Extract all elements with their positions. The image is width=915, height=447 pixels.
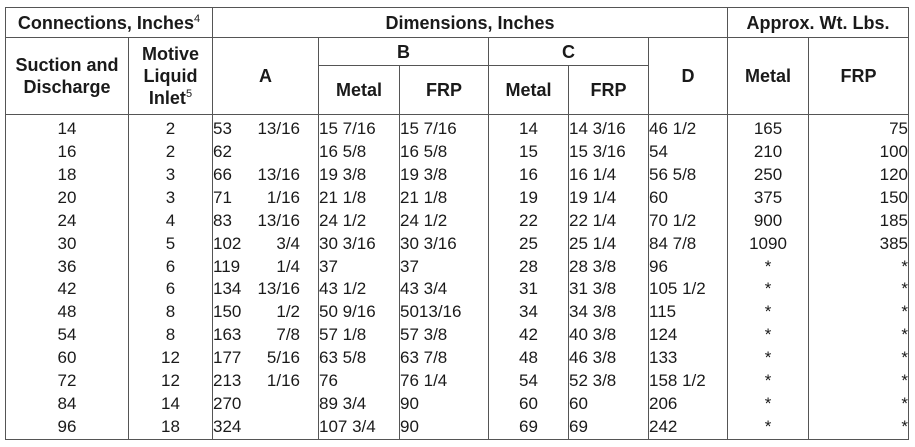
- dimension-d-cell: 54: [649, 140, 728, 163]
- b-metal-cell: 19 3/8: [319, 163, 400, 186]
- dimension-b-header: B: [319, 38, 489, 66]
- dimension-a-cell: [213, 324, 319, 347]
- dimension-d-cell: 242: [649, 416, 728, 440]
- c-metal-cell: 15: [489, 140, 569, 163]
- dimension-a-whole: 119: [213, 256, 241, 276]
- weight-metal-header: Metal: [728, 38, 809, 115]
- weight-frp-cell: *: [809, 255, 909, 278]
- weight-frp-header: FRP: [809, 38, 909, 115]
- b-metal-cell: 76: [319, 370, 400, 393]
- suction-cell: 48: [6, 301, 129, 324]
- table-row: [6, 140, 909, 163]
- c-metal-cell: 22: [489, 209, 569, 232]
- weight-header: Approx. Wt. Lbs.: [728, 8, 909, 38]
- b-metal-cell: 30 3/16: [319, 232, 400, 255]
- suction-discharge-header: Suction and Discharge: [6, 38, 129, 115]
- motive-cell: 6: [129, 255, 213, 278]
- suction-cell: 84: [6, 393, 129, 416]
- weight-frp-cell: *: [809, 393, 909, 416]
- dimension-d-cell: 105 1/2: [649, 278, 728, 301]
- b-metal-cell: 107 3/4: [319, 416, 400, 440]
- c-metal-cell: 28: [489, 255, 569, 278]
- weight-metal-cell: *: [728, 393, 809, 416]
- b-metal-cell: 89 3/4: [319, 393, 400, 416]
- table-row: [6, 347, 909, 370]
- dimensions-table: [5, 7, 909, 440]
- dimension-a-cell: [213, 140, 319, 163]
- weight-frp-cell: 150: [809, 186, 909, 209]
- weight-metal-cell: 375: [728, 186, 809, 209]
- c-frp-cell: 31 3/8: [569, 278, 649, 301]
- c-frp-cell: 34 3/8: [569, 301, 649, 324]
- motive-cell: 4: [129, 209, 213, 232]
- weight-metal-cell: *: [728, 324, 809, 347]
- suction-cell: 60: [6, 347, 129, 370]
- motive-cell: 5: [129, 232, 213, 255]
- b-metal-header: Metal: [319, 66, 400, 115]
- b-frp-cell: 30 3/16: [400, 232, 489, 255]
- dimension-a-cell: [213, 370, 319, 393]
- b-frp-cell: 5013/16: [400, 301, 489, 324]
- dimension-d-cell: 115: [649, 301, 728, 324]
- b-frp-cell: 57 3/8: [400, 324, 489, 347]
- weight-metal-cell: *: [728, 278, 809, 301]
- dimension-a-whole: 270: [213, 394, 242, 414]
- dimension-a-fraction: 1/2: [276, 302, 300, 322]
- dimension-d-cell: 46 1/2: [649, 115, 728, 141]
- dimension-a-cell: [213, 186, 319, 209]
- table-row: [6, 115, 909, 141]
- b-frp-cell: 90: [400, 416, 489, 440]
- dimension-d-cell: 158 1/2: [649, 370, 728, 393]
- b-metal-cell: 15 7/16: [319, 115, 400, 141]
- dimension-a-whole: 102: [213, 233, 242, 253]
- weight-frp-cell: 100: [809, 140, 909, 163]
- weight-metal-cell: *: [728, 347, 809, 370]
- b-frp-cell: 19 3/8: [400, 163, 489, 186]
- dimension-a-whole: 83: [213, 210, 232, 230]
- weight-metal-cell: *: [728, 370, 809, 393]
- dimension-a-cell: [213, 393, 319, 416]
- c-frp-cell: 14 3/16: [569, 115, 649, 141]
- suction-cell: 30: [6, 232, 129, 255]
- suction-cell: 18: [6, 163, 129, 186]
- dimension-d-cell: 96: [649, 255, 728, 278]
- weight-metal-cell: 250: [728, 163, 809, 186]
- dimension-d-header: D: [649, 38, 728, 115]
- c-metal-cell: 34: [489, 301, 569, 324]
- c-metal-header: Metal: [489, 66, 569, 115]
- c-metal-cell: 19: [489, 186, 569, 209]
- table-row: [6, 393, 909, 416]
- dimension-a-fraction: 13/16: [257, 210, 300, 230]
- dimension-a-whole: 53: [213, 118, 232, 138]
- c-frp-cell: 15 3/16: [569, 140, 649, 163]
- motive-cell: 12: [129, 370, 213, 393]
- weight-metal-cell: 165: [728, 115, 809, 141]
- c-metal-cell: 48: [489, 347, 569, 370]
- weight-metal-cell: 210: [728, 140, 809, 163]
- motive-cell: 18: [129, 416, 213, 440]
- dimension-a-cell: [213, 115, 319, 141]
- weight-frp-cell: 385: [809, 232, 909, 255]
- dimension-a-cell: [213, 163, 319, 186]
- c-frp-cell: 52 3/8: [569, 370, 649, 393]
- c-frp-cell: 46 3/8: [569, 347, 649, 370]
- b-frp-cell: 16 5/8: [400, 140, 489, 163]
- weight-frp-cell: *: [809, 370, 909, 393]
- b-frp-cell: 43 3/4: [400, 278, 489, 301]
- dimension-d-cell: 84 7/8: [649, 232, 728, 255]
- weight-frp-cell: *: [809, 301, 909, 324]
- weight-frp-cell: 120: [809, 163, 909, 186]
- suction-cell: 16: [6, 140, 129, 163]
- table-row: [6, 163, 909, 186]
- dimension-a-whole: 213: [213, 371, 242, 391]
- table-row: [6, 370, 909, 393]
- b-frp-cell: 24 1/2: [400, 209, 489, 232]
- b-frp-cell: 90: [400, 393, 489, 416]
- table-row: [6, 209, 909, 232]
- c-frp-cell: 16 1/4: [569, 163, 649, 186]
- suction-cell: 36: [6, 255, 129, 278]
- b-frp-cell: 21 1/8: [400, 186, 489, 209]
- dimension-a-whole: 66: [213, 164, 232, 184]
- suction-cell: 24: [6, 209, 129, 232]
- weight-frp-cell: 75: [809, 115, 909, 141]
- c-metal-cell: 69: [489, 416, 569, 440]
- c-frp-cell: 60: [569, 393, 649, 416]
- connections-header-label: Connections, Inches: [17, 12, 194, 33]
- dimension-a-cell: [213, 347, 319, 370]
- table-row: [6, 324, 909, 347]
- suction-cell: 72: [6, 370, 129, 393]
- c-metal-cell: 14: [489, 115, 569, 141]
- table-row: [6, 232, 909, 255]
- suction-cell: 42: [6, 278, 129, 301]
- weight-metal-cell: 900: [728, 209, 809, 232]
- dimension-a-whole: 150: [213, 302, 242, 322]
- dimension-c-header: C: [489, 38, 649, 66]
- b-metal-cell: 16 5/8: [319, 140, 400, 163]
- b-metal-cell: 37: [319, 255, 400, 278]
- weight-frp-cell: *: [809, 324, 909, 347]
- dimension-d-cell: 124: [649, 324, 728, 347]
- b-metal-cell: 57 1/8: [319, 324, 400, 347]
- suction-cell: 54: [6, 324, 129, 347]
- motive-cell: 14: [129, 393, 213, 416]
- c-metal-cell: 60: [489, 393, 569, 416]
- weight-frp-cell: *: [809, 278, 909, 301]
- dimension-a-whole: 71: [213, 187, 232, 207]
- dimension-d-cell: 56 5/8: [649, 163, 728, 186]
- dimension-a-whole: 134: [213, 279, 242, 299]
- table-row: [6, 416, 909, 440]
- table-row: [6, 255, 909, 278]
- dimension-a-fraction: 1/16: [266, 187, 300, 207]
- c-frp-cell: 69: [569, 416, 649, 440]
- weight-metal-cell: *: [728, 301, 809, 324]
- c-frp-cell: 19 1/4: [569, 186, 649, 209]
- table-row: [6, 301, 909, 324]
- suction-cell: 14: [6, 115, 129, 141]
- b-metal-cell: 21 1/8: [319, 186, 400, 209]
- b-frp-cell: 15 7/16: [400, 115, 489, 141]
- dimension-a-fraction: 3/4: [276, 233, 300, 253]
- b-frp-cell: 37: [400, 255, 489, 278]
- dimension-a-whole: 177: [213, 348, 242, 368]
- motive-cell: 3: [129, 186, 213, 209]
- dimension-d-cell: 206: [649, 393, 728, 416]
- b-frp-cell: 63 7/8: [400, 347, 489, 370]
- dimension-a-cell: [213, 278, 319, 301]
- motive-liquid-header: [129, 38, 213, 115]
- table-body: [6, 115, 909, 440]
- b-metal-cell: 24 1/2: [319, 209, 400, 232]
- c-metal-cell: 42: [489, 324, 569, 347]
- dimension-a-whole: 62: [213, 141, 232, 161]
- c-frp-cell: 40 3/8: [569, 324, 649, 347]
- weight-frp-cell: *: [809, 347, 909, 370]
- table-header: [6, 8, 909, 115]
- dimension-a-cell: [213, 416, 319, 440]
- weight-metal-cell: 1090: [728, 232, 809, 255]
- dimension-a-whole: 163: [213, 325, 242, 345]
- suction-cell: 20: [6, 186, 129, 209]
- motive-cell: 2: [129, 140, 213, 163]
- dimension-a-cell: [213, 209, 319, 232]
- dimension-d-cell: 60: [649, 186, 728, 209]
- c-metal-cell: 25: [489, 232, 569, 255]
- table-row: [6, 186, 909, 209]
- b-metal-cell: 43 1/2: [319, 278, 400, 301]
- connections-footnote-marker: 4: [193, 12, 201, 25]
- dimensions-header: Dimensions, Inches: [213, 8, 728, 38]
- dimension-a-fraction: 13/16: [257, 164, 300, 184]
- c-frp-cell: 25 1/4: [569, 232, 649, 255]
- motive-cell: 8: [129, 324, 213, 347]
- motive-cell: 12: [129, 347, 213, 370]
- motive-footnote-marker: 5: [185, 88, 193, 100]
- dimension-a-fraction: 5/16: [266, 348, 300, 368]
- dimension-a-fraction: 1/16: [266, 371, 300, 391]
- connections-header: [6, 8, 213, 38]
- c-frp-header: FRP: [569, 66, 649, 115]
- c-metal-cell: 31: [489, 278, 569, 301]
- b-frp-header: FRP: [400, 66, 489, 115]
- weight-metal-cell: *: [728, 255, 809, 278]
- motive-liquid-header-label: Motive Liquid Inlet: [141, 44, 199, 108]
- b-frp-cell: 76 1/4: [400, 370, 489, 393]
- dimension-a-header: A: [213, 38, 319, 115]
- weight-frp-cell: 185: [809, 209, 909, 232]
- dimension-a-fraction: 13/16: [257, 279, 300, 299]
- dimension-a-fraction: 7/8: [276, 325, 300, 345]
- motive-cell: 2: [129, 115, 213, 141]
- c-metal-cell: 54: [489, 370, 569, 393]
- table-row: [6, 278, 909, 301]
- c-frp-cell: 22 1/4: [569, 209, 649, 232]
- weight-metal-cell: *: [728, 416, 809, 440]
- dimension-a-cell: [213, 232, 319, 255]
- motive-cell: 8: [129, 301, 213, 324]
- dimension-a-fraction: 13/16: [257, 118, 300, 138]
- dimension-d-cell: 133: [649, 347, 728, 370]
- c-metal-cell: 16: [489, 163, 569, 186]
- dimension-a-fraction: 1/4: [276, 256, 300, 276]
- b-metal-cell: 50 9/16: [319, 301, 400, 324]
- motive-cell: 6: [129, 278, 213, 301]
- dimension-a-whole: 324: [213, 417, 242, 437]
- suction-cell: 96: [6, 416, 129, 440]
- c-frp-cell: 28 3/8: [569, 255, 649, 278]
- dimension-a-cell: [213, 255, 319, 278]
- dimension-d-cell: 70 1/2: [649, 209, 728, 232]
- dimension-a-cell: [213, 301, 319, 324]
- weight-frp-cell: *: [809, 416, 909, 440]
- b-metal-cell: 63 5/8: [319, 347, 400, 370]
- motive-cell: 3: [129, 163, 213, 186]
